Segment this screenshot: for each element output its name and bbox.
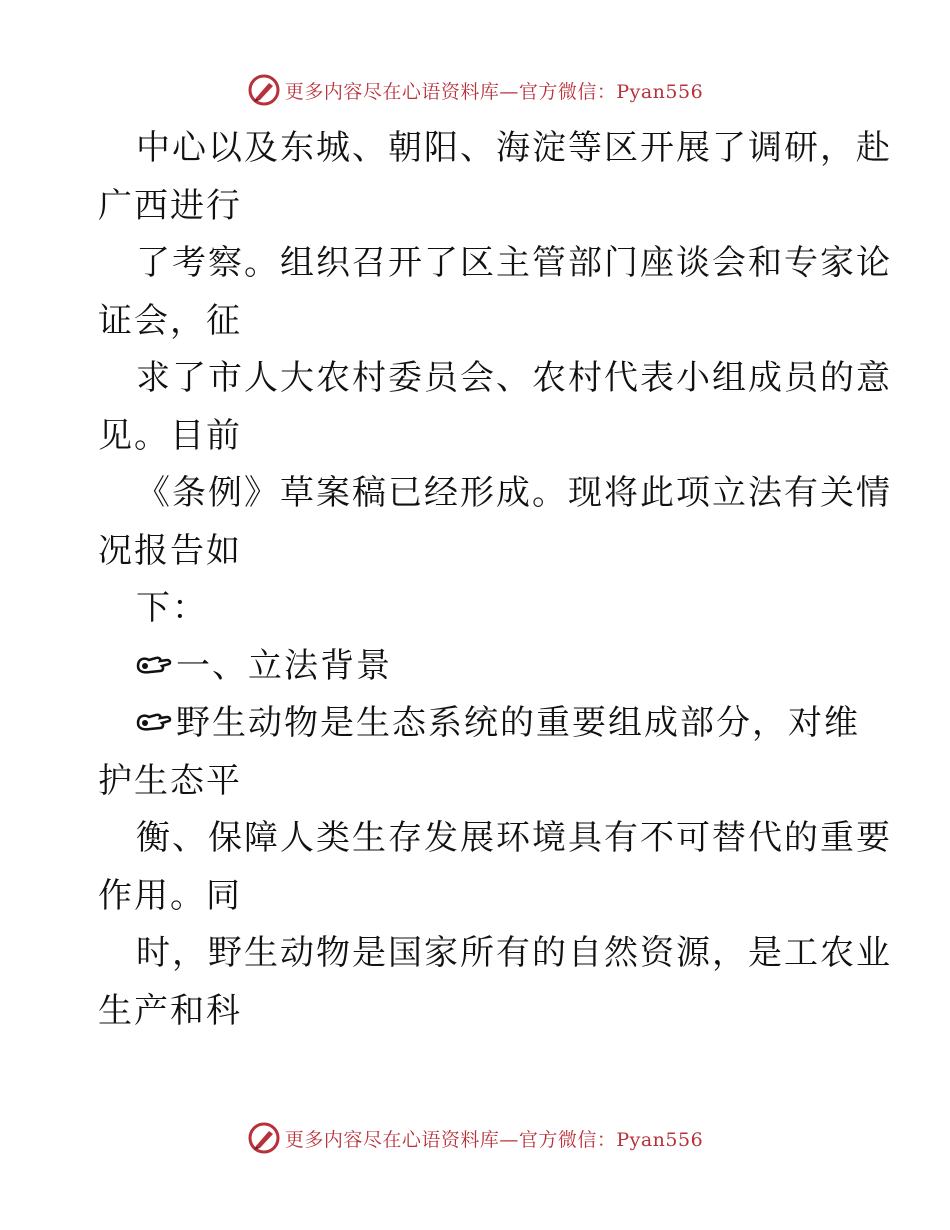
text-line: 时，野生动物是国家所有的自然资源，是工农业 (136, 933, 892, 973)
hand-pointer-icon (136, 707, 174, 737)
document-body (98, 120, 892, 1040)
text-line: 作用。同 (98, 875, 242, 916)
footer-banner-text: 更多内容尽在心语资料库—官方微信：Pyan556 (284, 1128, 704, 1151)
text-line: 了考察。组织召开了区主管部门座谈会和专家论 (136, 243, 892, 283)
bullet-line (98, 695, 858, 753)
heading-line (98, 638, 858, 696)
section-heading: 一、立法背景 (176, 645, 392, 686)
text-line: 广西进行 (98, 185, 242, 226)
text-line: 护生态平 (98, 760, 242, 801)
text-line: 求了市人大农村委员会、农村代表小组成员的意 (136, 358, 892, 398)
text-line: 衡、保障人类生存发展环境具有不可替代的重要 (136, 818, 892, 858)
footer-banner (0, 1118, 950, 1158)
text-line: 况报告如 (98, 530, 242, 571)
text-line: 生产和科 (98, 990, 242, 1031)
text-line: 《条例》草案稿已经形成。现将此项立法有关情 (136, 473, 892, 513)
text-line: 野生动物是生态系统的重要组成部分，对维 (176, 703, 860, 743)
text-line: 见。目前 (98, 415, 242, 456)
header-banner (0, 70, 950, 110)
pen-logo-icon (247, 73, 281, 107)
text-line: 下： (136, 588, 208, 628)
text-line: 证会，征 (98, 300, 242, 341)
pen-logo-icon (247, 1121, 281, 1155)
text-line: 中心以及东城、朝阳、海淀等区开展了调研，赴 (136, 128, 892, 168)
hand-pointer-icon (136, 650, 174, 680)
header-banner-text: 更多内容尽在心语资料库—官方微信：Pyan556 (284, 80, 704, 103)
